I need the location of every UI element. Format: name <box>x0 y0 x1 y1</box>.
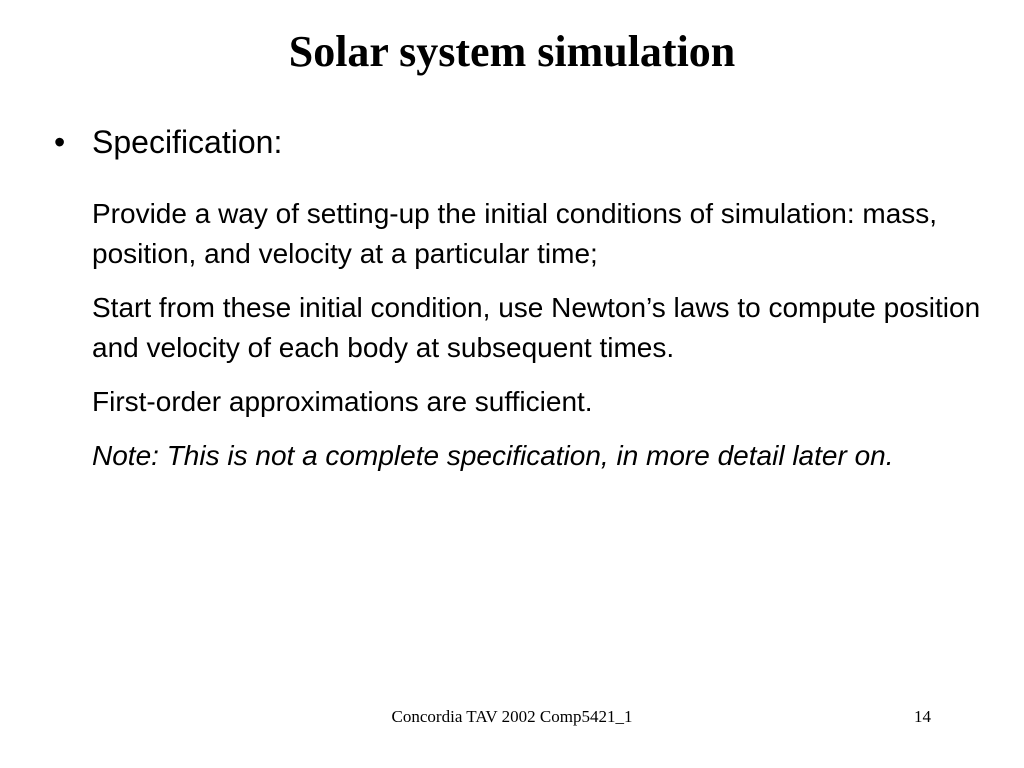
paragraph-newtons-laws: Start from these initial condition, use Newton’s laws to compute position and velocity of each body at subsequent times. <box>92 292 981 363</box>
bullet-item-specification <box>54 120 282 164</box>
paragraph-initial-conditions: Provide a way of setting-up the initial conditions of simulation: mass, position, and velocity at a particular time; <box>92 198 938 269</box>
page-number: 14 <box>914 707 931 726</box>
footer-course-label: Concordia TAV 2002 Comp5421_1 <box>391 707 633 726</box>
bullet-label: Specification: <box>92 124 283 160</box>
slide-title: Solar system simulation <box>288 27 736 76</box>
slide-body <box>92 194 982 490</box>
bullet-icon: • <box>54 124 66 160</box>
paragraph-approximations: First-order approximations are sufficient. <box>92 386 593 417</box>
paragraph-note: Note: This is not a complete specification, in more detail later on. <box>92 440 894 471</box>
